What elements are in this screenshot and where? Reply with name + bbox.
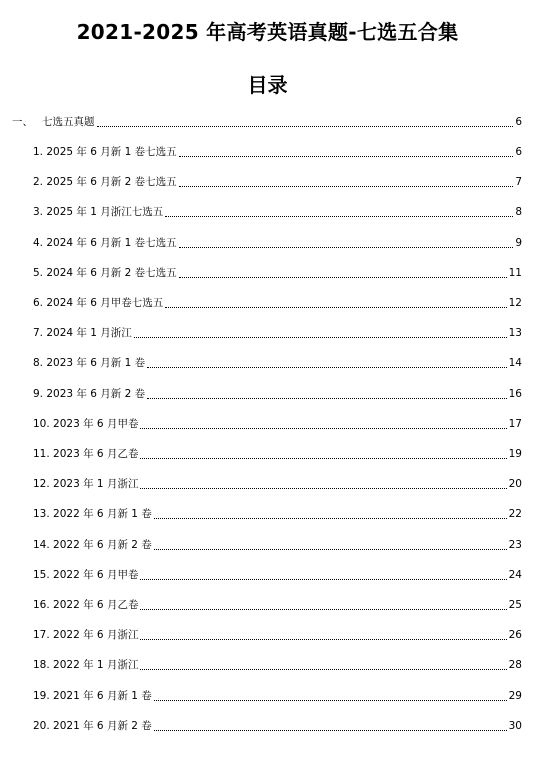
toc-dot-leader (140, 579, 506, 580)
toc-entry-page: 16 (508, 387, 522, 400)
toc-entry-page: 23 (508, 538, 522, 551)
toc-dot-leader (154, 700, 507, 701)
toc-entry-page: 11 (508, 266, 522, 279)
toc-entry-label: 8. 2023 年 6 月新 1 卷 (33, 357, 146, 370)
toc-entry-row[interactable] (33, 295, 522, 311)
toc-entry-page: 28 (508, 659, 522, 672)
toc-dot-leader (147, 398, 506, 399)
toc-entry-row[interactable] (33, 718, 522, 734)
toc-entry-label: 18. 2022 年 1 月浙江 (33, 659, 139, 672)
toc-entry-row[interactable] (33, 476, 522, 492)
toc-entry-label: 6. 2024 年 6 月甲卷七选五 (33, 297, 164, 309)
toc-entry-row[interactable] (33, 597, 522, 613)
toc-entry-label: 7. 2024 年 1 月浙江 (33, 327, 132, 340)
toc-entry-page: 24 (508, 568, 522, 581)
toc-entry-row[interactable] (33, 506, 522, 522)
toc-entry-label: 10. 2023 年 6 月甲卷 (33, 417, 139, 430)
toc-dot-leader (154, 518, 507, 519)
toc-dot-leader (140, 428, 506, 429)
toc-entry-row[interactable] (33, 416, 522, 432)
toc-entry-page: 9 (515, 236, 522, 249)
toc-heading: 目录 (247, 73, 288, 97)
toc-dot-leader (140, 488, 506, 489)
toc-entry-row[interactable] (33, 204, 522, 220)
toc-entry-page: 8 (515, 206, 522, 219)
toc-entry-row[interactable] (33, 325, 522, 341)
toc-entry-label: 3. 2025 年 1 月浙江七选五 (33, 206, 164, 219)
toc-dot-leader (97, 126, 514, 127)
toc-entry-row[interactable] (33, 386, 522, 402)
toc-entry-page: 13 (508, 327, 522, 340)
toc-dot-leader (134, 337, 507, 338)
toc-dot-leader (140, 458, 506, 459)
document-title: 2021-2025 年高考英语真题-七选五合集 (76, 20, 459, 44)
toc-entry-page: 25 (508, 599, 522, 611)
toc-entry-page: 14 (508, 357, 522, 370)
toc-dot-leader (179, 247, 514, 248)
toc-dot-leader (140, 669, 506, 670)
toc-entry-page: 19 (508, 448, 522, 460)
toc-entry-row[interactable] (33, 446, 522, 462)
toc-dot-leader (140, 609, 506, 610)
toc-entry-label: 20. 2021 年 6 月新 2 卷 (33, 719, 152, 732)
toc-dot-leader (154, 549, 507, 550)
toc-entry-row[interactable] (33, 144, 522, 160)
toc-section-page: 6 (515, 116, 522, 128)
toc-entry-label: 1. 2025 年 6 月新 1 卷七选五 (33, 146, 177, 158)
toc-entry-label: 5. 2024 年 6 月新 2 卷七选五 (33, 266, 177, 279)
toc-entry-page: 7 (515, 176, 522, 189)
toc-entry-row[interactable] (33, 537, 522, 553)
toc-entry-label: 9. 2023 年 6 月新 2 卷 (33, 387, 146, 400)
toc-entry-label: 12. 2023 年 1 月浙江 (33, 478, 139, 491)
toc-section-label: 七选五真题 (42, 116, 95, 128)
toc-entry-label: 15. 2022 年 6 月甲卷 (33, 568, 139, 581)
toc-entry-row[interactable] (33, 265, 522, 281)
toc-entry-page: 17 (508, 417, 522, 430)
toc-entry-label: 2. 2025 年 6 月新 2 卷七选五 (33, 176, 177, 189)
toc-entry-row[interactable] (33, 174, 522, 190)
toc-entry-page: 22 (508, 508, 522, 521)
toc-entry-label: 17. 2022 年 6 月浙江 (33, 629, 139, 642)
toc-entry-page: 29 (508, 689, 522, 702)
toc-section-row[interactable] (12, 114, 522, 130)
toc-entry-row[interactable] (33, 235, 522, 251)
toc-dot-leader (179, 277, 507, 278)
toc-entry-label: 11. 2023 年 6 月乙卷 (33, 448, 139, 460)
toc-dot-leader (179, 156, 514, 157)
toc-entry-page: 30 (508, 719, 522, 732)
toc-dot-leader (140, 639, 506, 640)
toc-entry-label: 4. 2024 年 6 月新 1 卷七选五 (33, 236, 177, 249)
toc-entry-label: 13. 2022 年 6 月新 1 卷 (33, 508, 152, 521)
toc-entry-page: 6 (515, 146, 522, 158)
toc-entry-page: 20 (508, 478, 522, 491)
toc-entry-row[interactable] (33, 657, 522, 673)
toc-dot-leader (154, 730, 507, 731)
toc-entry-label: 14. 2022 年 6 月新 2 卷 (33, 538, 152, 551)
toc-dot-leader (147, 367, 506, 368)
toc-entry-page: 12 (508, 297, 522, 309)
toc-entry-label: 19. 2021 年 6 月新 1 卷 (33, 689, 152, 702)
toc-entry-label: 16. 2022 年 6 月乙卷 (33, 599, 139, 611)
toc-entry-row[interactable] (33, 355, 522, 371)
toc-section-number: 一、 (12, 116, 33, 128)
toc-entry-row[interactable] (33, 567, 522, 583)
toc-dot-leader (179, 186, 514, 187)
toc-entry-row[interactable] (33, 627, 522, 643)
toc-entry-row[interactable] (33, 688, 522, 704)
toc-dot-leader (165, 216, 513, 217)
toc-entry-page: 26 (508, 629, 522, 642)
toc-dot-leader (165, 307, 506, 308)
